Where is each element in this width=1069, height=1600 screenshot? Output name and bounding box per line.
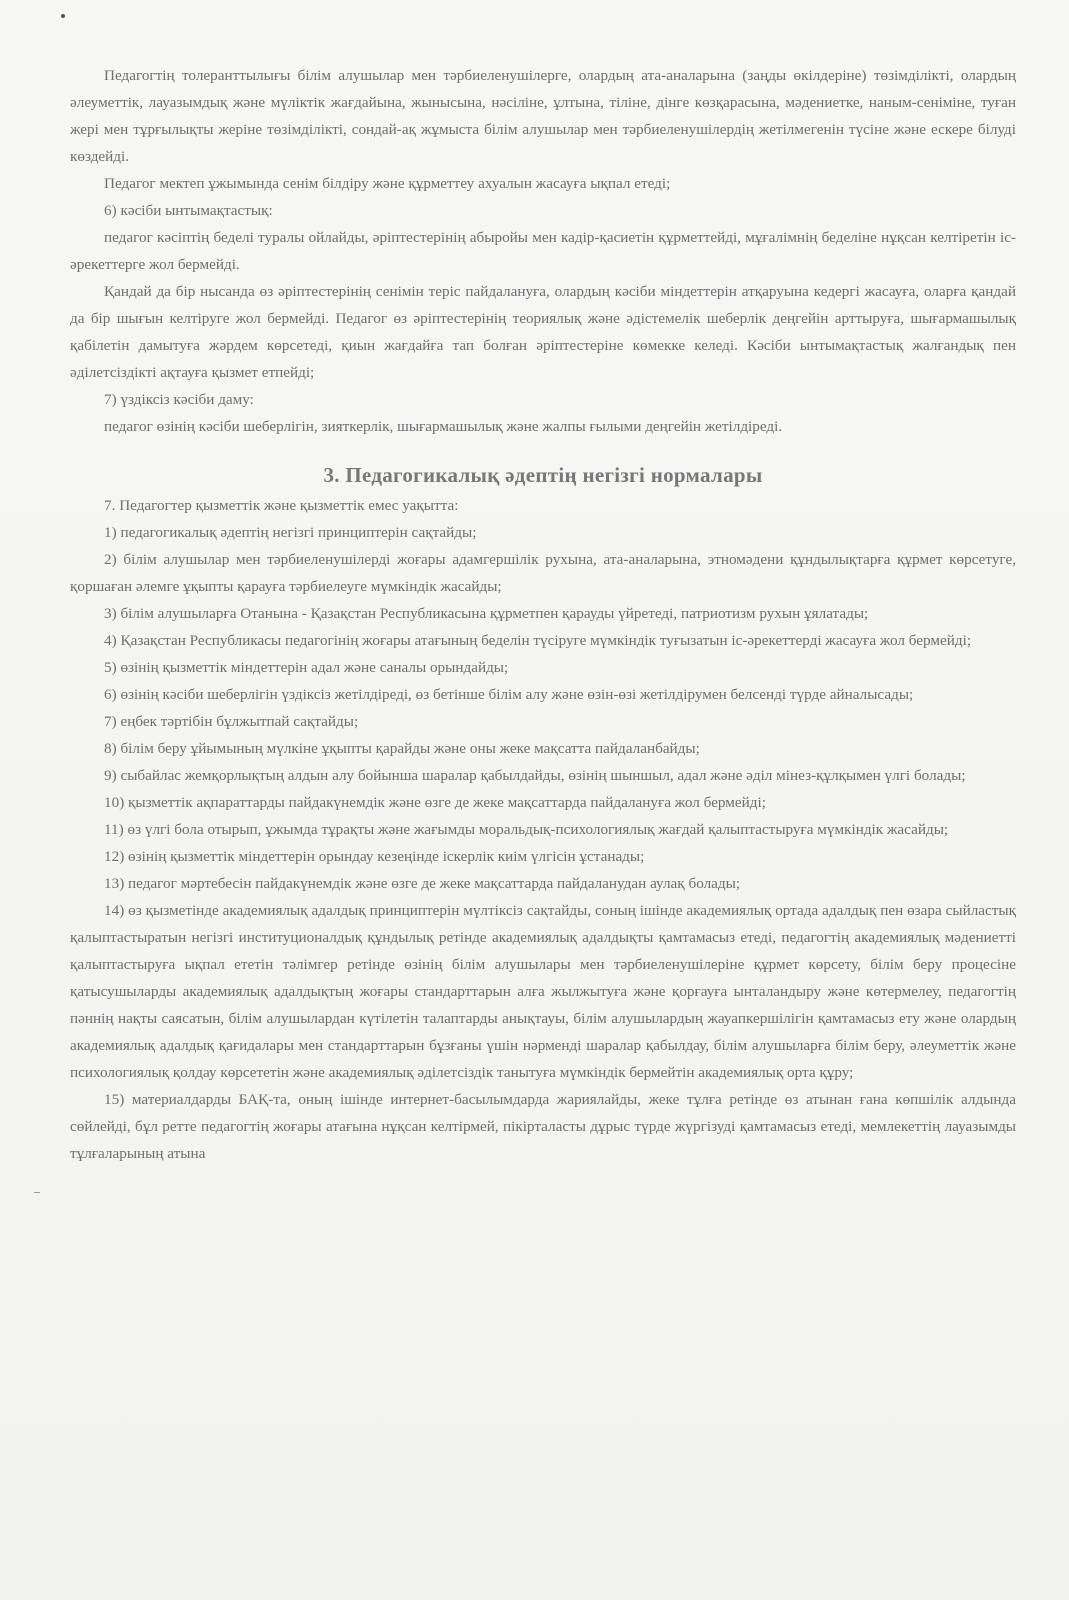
- paragraph: Педагогтің толеранттылығы білім алушылар мен тәрбиеленушілерге, олардың ата-аналарына (заңды өкілдеріне) төзімділікті, олардың әлеуметтік, лауазымдық және мүліктік жағдайына, жынысына, нәсіліне, ұлтына, тіліне, дінге көзқарасына, мәдениетке, наным-сеніміне, туған жері мен тұрғылықты жеріне төзімділікті, сондай-ақ жұмыста білім алушылар мен тәрбиеленушілердің жетілмегенін түсіне және ескере білуді көздейді.: [70, 67, 1016, 165]
- list-item: 3) білім алушыларға Отанына - Қазақстан Республикасына құрметпен қарауды үйретеді, патриотизм рухын ұялатады;: [104, 605, 869, 622]
- list-item: 6) өзінің кәсіби шеберлігін үздіксіз жетілдіреді, өз бетінше білім алу және өзін-өзі жетілдірумен белсенді түрде айналысады;: [104, 686, 914, 703]
- scan-mark: [61, 14, 65, 18]
- section-heading: 3. Педагогикалық әдептің негізгі нормалары: [323, 463, 763, 487]
- paragraph: Педагог мектеп ұжымында сенім білдіру және құрметтеу ахуалын жасауға ықпал етеді;: [104, 175, 671, 192]
- list-item: 8) білім беру ұйымының мүлкіне ұқыпты қарайды және оны жеке мақсатта пайдаланбайды;: [104, 740, 700, 757]
- paragraph: педагог кәсіптің беделі туралы ойлайды, әріптестерінің абыройы мен кадір-қасиетін құрметтейді, мұғалімнің беделіне нұқсан келтіретін іс-әрекеттерге жол бермейді.: [70, 229, 1016, 273]
- margin-mark: [34, 1192, 40, 1193]
- list-item: 14) өз қызметінде академиялық адалдық принциптерін мүлтіксіз сақтайды, соның ішінде академиялық ортада адалдық пен өзара сыйластық қалыптастыратын негізгі институционалдық құндылық ретінде академиялық адалдықты қамтамасыз етеді, педагогтің академиялық мәдениетті қалыптастыруға ықпал ететін тәлімгер ретінде өзінің білім алушылары мен тәрбиеленушілеріне құрмет көрсету, білім беру процесіне қатысушыларды академиялық адалдықтың жоғары стандарттарын алға жылжытуға және қорғауға ынталандыру және көтермелеу, педагогтің пәннің нақты саясатын, білім алушылардан күтілетін талаптарды анықтауы, білім алушылардың жауапкершілігін қамтамасыз ету және олардың академиялық адалдық қағидалары мен стандарттарын бұзғаны үшін нәрменді шаралар қабылдау, білім алушыларға білім беру, әлеуметтік және психологиялық қолдау көрсететін және академиялық әділетсіздік танытуға мүмкіндік бермейтін академиялық орта құру;: [70, 902, 1016, 1081]
- paragraph: Қандай да бір нысанда өз әріптестерінің сенімін теріс пайдалануға, олардың кәсіби міндеттерін атқаруына кедергі жасауға, оларға қандай да бір шығын келтіруге жол бермейді. Педагог өз әріптестерінің теориялық және әдістемелік шеберлік деңгейін арттыруға, шығармашылық қабілетін дамытуға жәрдем көрсетеді, қиын жағдайға тап болған әріптестеріне көмекке келеді. Кәсіби ынтымақтастық жалғандық пен әділетсіздікті ақтауға қызмет етпейді;: [70, 283, 1016, 381]
- list-item: 13) педагог мәртебесін пайдакүнемдік және өзге де жеке мақсаттарда пайдаланудан аулақ болады;: [104, 875, 741, 892]
- list-item: 5) өзінің қызметтік міндеттерін адал және саналы орындайды;: [104, 659, 509, 676]
- list-item: 15) материалдарды БАҚ-та, оның ішінде интернет-басылымдарда жариялайды, жеке тұлға ретінде өз атынан ғана көпшілік алдында сөйлейді, бұл ретте педагогтің жоғары атағына нұқсан келтірмей, пікірталасты дұрыс түрде жүргізуді қамтамасыз етеді, мемлекеттің лауазымды тұлғаларының атына: [70, 1091, 1016, 1162]
- list-item: 1) педагогикалық әдептің негізгі принциптерін сақтайды;: [104, 524, 477, 541]
- paragraph: 7. Педагогтер қызметтік және қызметтік емес уақытта:: [104, 497, 459, 514]
- paragraph: 6) кәсіби ынтымақтастық:: [104, 202, 273, 219]
- list-item: 4) Қазақстан Республикасы педагогінің жоғары атағының беделін түсіруге мүмкіндік туғызатын іс-әрекеттерді жасауға жол бермейді;: [104, 632, 972, 649]
- paragraph: педагог өзінің кәсіби шеберлігін, зияткерлік, шығармашылық және жалпы ғылыми деңгейін жетілдіреді.: [104, 418, 783, 435]
- list-item: 9) сыбайлас жемқорлықтың алдын алу бойынша шаралар қабылдайды, өзінің шыншыл, адал және әділ мінез-құлқымен үлгі болады;: [104, 767, 966, 784]
- list-item: 7) еңбек тәртібін бұлжытпай сақтайды;: [104, 713, 359, 730]
- list-item: 11) өз үлгі бола отырып, ұжымда тұрақты және жағымды моральдық-психологиялық жағдай қалыптастыруға мүмкіндік жасайды;: [104, 821, 949, 838]
- list-item: 10) қызметтік ақпараттарды пайдакүнемдік және өзге де жеке мақсаттарда пайдалануға жол бермейді;: [104, 794, 766, 811]
- list-item: 2) білім алушылар мен тәрбиеленушілерді жоғары адамгершілік рухына, ата-аналарына, этномәдени құндылықтарға құрмет көрсетуге, қоршаған әлемге ұқыпты қарауға тәрбиелеуге мүмкіндік жасайды;: [70, 551, 1016, 595]
- list-item: 12) өзінің қызметтік міндеттерін орындау кезеңінде іскерлік киім үлгісін ұстанады;: [104, 848, 645, 865]
- paragraph: 7) үздіксіз кәсіби даму:: [104, 391, 254, 408]
- document-body: [70, 62, 1016, 1167]
